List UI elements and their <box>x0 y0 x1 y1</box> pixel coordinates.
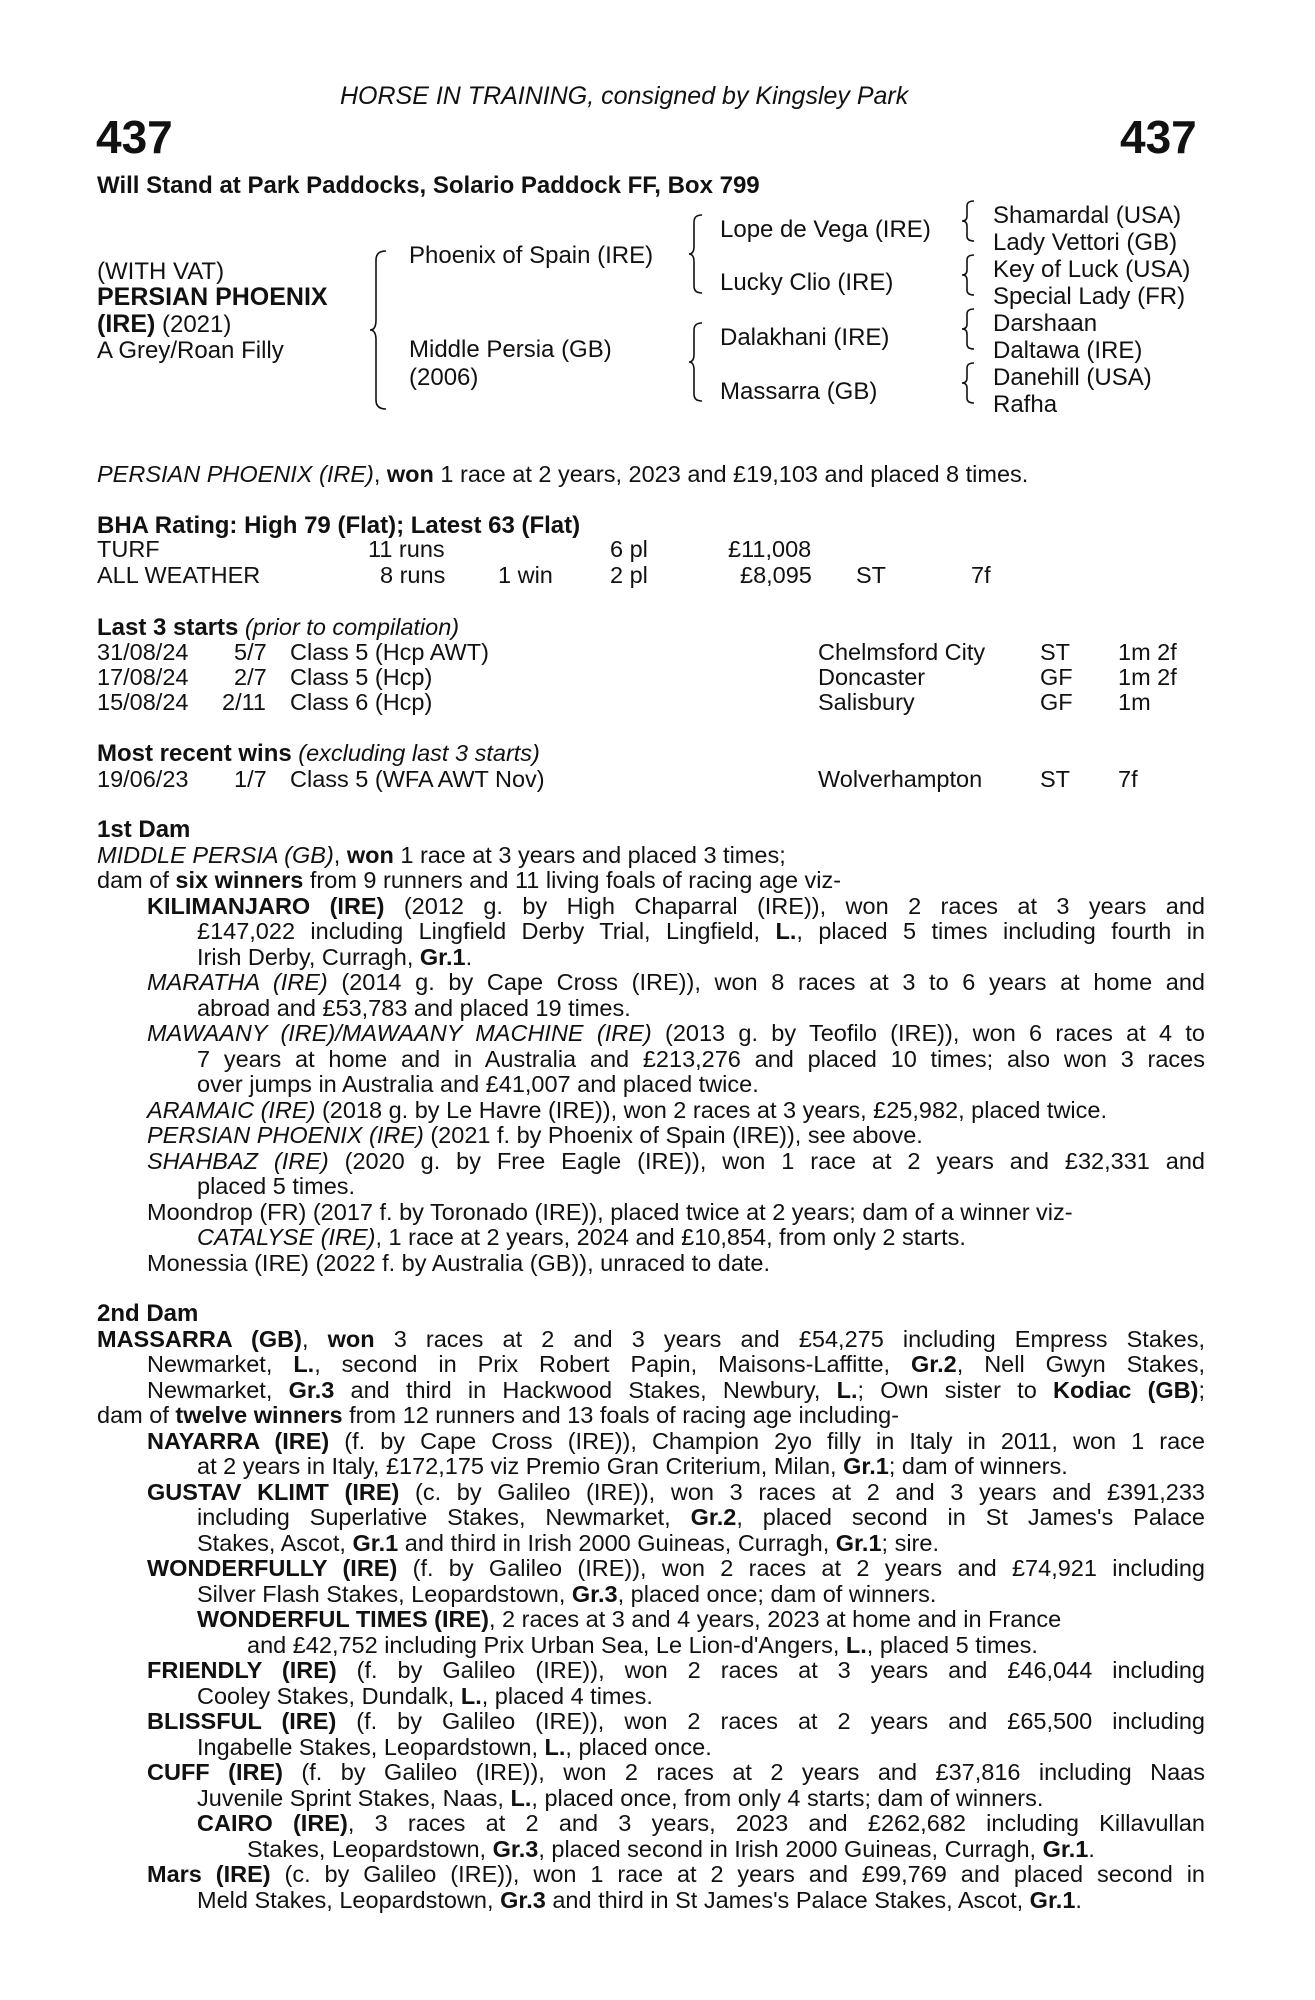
produce-cuff <box>97 1760 1205 1786</box>
produce-cuff-2 <box>97 1786 1205 1812</box>
text: Cooley Stakes, Dundalk, <box>197 1682 461 1709</box>
start-course: Chelmsford City <box>818 639 986 665</box>
bha-rating-heading: BHA Rating: High 79 (Flat); Latest 63 (Flat) <box>97 512 581 539</box>
text: . <box>465 943 473 970</box>
start-distance: 1m 2f <box>1118 664 1177 690</box>
second-dam-line2 <box>97 1352 1205 1378</box>
win-date: 19/06/23 <box>97 766 189 792</box>
text: from 12 runners and 13 foals of racing age including- <box>342 1402 900 1428</box>
text: Ingabelle Stakes, Leopardstown, <box>197 1733 545 1760</box>
pedigree-sss: Shamardal (USA) <box>993 202 1182 229</box>
won-word: won <box>327 1325 375 1352</box>
grade: Gr.3 <box>500 1886 546 1913</box>
produce-name: BLISSFUL (IRE) <box>147 1708 337 1734</box>
start-race: Class 5 (Hcp AWT) <box>290 639 489 665</box>
produce-mawaany-3: over jumps in Australia and £41,007 and placed twice. <box>197 1071 759 1097</box>
text: , 1 race at 2 years, 2024 and £10,854, from only 2 starts. <box>375 1224 966 1250</box>
produce-name: Mars (IRE) <box>147 1861 271 1887</box>
produce-name: FRIENDLY (IRE) <box>147 1657 337 1683</box>
produce-nayarra <box>97 1429 1205 1455</box>
produce-blissful-2 <box>97 1735 1205 1761</box>
win-course: Wolverhampton <box>818 766 983 792</box>
grade: L. <box>836 1376 858 1403</box>
produce-mawaany-2: 7 years at home and in Australia and £213,276 and placed 10 times; also won 3 races <box>197 1045 1205 1072</box>
start-going: GF <box>1040 689 1073 715</box>
pedigree-bracket-ds <box>962 308 978 350</box>
text: , placed second in Irish 2000 Guineas, Curragh, <box>538 1835 1043 1862</box>
produce-gustav-klimt-3 <box>97 1531 1205 1557</box>
grade: Gr.1 <box>1042 1835 1089 1862</box>
produce-name: PERSIAN PHOENIX (IRE) <box>147 1122 424 1148</box>
rating-turf-runs: 11 runs <box>368 536 445 562</box>
start-distance: 1m <box>1118 689 1151 715</box>
produce-wonderful-times <box>97 1607 1205 1633</box>
text: . <box>1075 1886 1082 1913</box>
text: dam of <box>97 1402 176 1428</box>
grade: Gr.1 <box>352 1529 399 1556</box>
text: , 2 races at 3 and 4 years, 2023 at home and in France <box>489 1606 1062 1632</box>
grade: Gr.2 <box>911 1351 957 1377</box>
start-date: 17/08/24 <box>97 664 189 690</box>
produce-name: NAYARRA (IRE) <box>147 1427 330 1454</box>
text: (f. by Galileo (IRE)), won 2 races at 2 years and £74,921 including <box>397 1555 1206 1581</box>
grade: Gr.3 <box>288 1376 335 1403</box>
text: from 9 runners and 11 living foals of racing age viz- <box>303 867 842 893</box>
page-header-title: HORSE IN TRAINING, consigned by Kingsley Park <box>340 82 909 110</box>
text: ; dam of winners. <box>888 1453 1068 1479</box>
text: Newmarket, <box>147 1351 294 1377</box>
start-position: 2/7 <box>234 664 267 690</box>
produce-blissful <box>97 1709 1205 1735</box>
second-dam-section <box>97 1301 1205 1913</box>
rating-aw-placed: 2 pl <box>610 562 648 588</box>
produce-name: ARAMAIC (IRE) <box>147 1096 316 1123</box>
recent-wins-heading-line <box>97 741 540 767</box>
produce-name: MARATHA (IRE) <box>147 969 328 995</box>
pedigree-bracket-sd <box>962 254 978 296</box>
pedigree-sds: Key of Luck (USA) <box>993 256 1191 283</box>
sibling-name: Kodiac (GB) <box>1053 1376 1199 1403</box>
text: , placed 5 times including fourth in <box>796 918 1205 944</box>
produce-catalyse <box>97 1225 1205 1251</box>
recent-wins-heading: Most recent wins <box>97 740 292 767</box>
pedigree-bracket-sire <box>690 214 710 294</box>
horse-description: A Grey/Roan Filly <box>97 337 284 364</box>
pedigree-sire-sire: Lope de Vega (IRE) <box>720 216 931 243</box>
produce-friendly-2 <box>97 1684 1205 1710</box>
win-position: 1/7 <box>234 766 267 792</box>
text: (2014 g. by Cape Cross (IRE)), won 8 races at 3 to 6 years at home and <box>327 969 1205 995</box>
first-dam-line: MIDDLE PERSIA (GB), won 1 race at 3 years and placed 3 times; <box>97 841 786 868</box>
produce-shahbaz <box>97 1149 1205 1175</box>
text: Juvenile Sprint Stakes, Naas, <box>197 1784 511 1811</box>
produce-name: CUFF (IRE) <box>147 1759 283 1785</box>
text: ; sire. <box>881 1529 939 1556</box>
produce-name: KILIMANJARO (IRE) <box>147 892 385 919</box>
produce-gustav-klimt-2 <box>97 1505 1205 1531</box>
grade: Gr.2 <box>690 1504 737 1530</box>
rating-turf-placed: 6 pl <box>610 536 648 562</box>
text: (2018 g. by Le Havre (IRE)), won 2 races at 3 years, £25,982, placed twice. <box>315 1096 1108 1123</box>
grade: Gr.1 <box>419 943 466 970</box>
text: , placed 5 times. <box>866 1631 1038 1658</box>
produce-aramaic <box>97 1098 1205 1124</box>
start-race: Class 6 (Hcp) <box>290 689 433 715</box>
lot-number-left: 437 <box>96 111 173 163</box>
text: Newmarket, <box>147 1376 289 1403</box>
winners-count: six winners <box>175 867 304 893</box>
text: and third in Hackwood Stakes, Newbury, <box>334 1376 837 1403</box>
produce-mars-2 <box>97 1888 1205 1914</box>
text: including Superlative Stakes, Newmarket, <box>197 1504 691 1530</box>
grade: L. <box>544 1733 566 1760</box>
win-race: Class 5 (WFA AWT Nov) <box>290 766 545 792</box>
produce-mars <box>97 1862 1205 1888</box>
pedigree-dam: Middle Persia (GB) <box>409 336 612 363</box>
produce-name: MAWAANY (IRE)/MAWAANY MACHINE (IRE) <box>147 1020 652 1046</box>
text: . <box>1088 1835 1095 1862</box>
produce-kilimanjaro <box>97 894 1205 920</box>
text: dam of <box>97 867 176 893</box>
text: (f. by Cape Cross (IRE)), Champion 2yo filly in Italy in 2011, won 1 race <box>329 1427 1206 1454</box>
pedigree-bracket-dam <box>690 322 710 402</box>
summary-horse-name: PERSIAN PHOENIX (IRE) <box>97 461 374 487</box>
produce-cairo <box>97 1811 1205 1837</box>
start-distance: 1m 2f <box>1118 639 1177 665</box>
produce-name: GUSTAV KLIMT (IRE) <box>147 1478 400 1505</box>
text: , placed once, from only 4 starts; dam of winners. <box>531 1784 1044 1811</box>
produce-name: CAIRO (IRE) <box>197 1810 348 1836</box>
horse-name: PERSIAN PHOENIX <box>97 283 328 311</box>
rating-aw-going: ST <box>856 562 887 588</box>
second-dam-heading: 2nd Dam <box>97 1300 199 1327</box>
produce-wonderfully <box>97 1556 1205 1582</box>
rating-turf-surface: TURF <box>97 536 160 562</box>
first-dam-section <box>97 817 1205 1276</box>
produce-cairo-2 <box>97 1837 1205 1863</box>
first-dam-produce-line <box>97 868 1205 894</box>
text: ; Own sister to <box>857 1376 1053 1403</box>
start-date: 31/08/24 <box>97 639 189 665</box>
text: , placed once. <box>565 1733 712 1760</box>
pedigree-sire-dam: Lucky Clio (IRE) <box>720 269 894 296</box>
text: and third in St James's Palace Stakes, Ascot, <box>545 1886 1030 1913</box>
grade: Gr.1 <box>835 1529 882 1556</box>
text: (f. by Galileo (IRE)), won 2 races at 3 years and £46,044 including <box>336 1657 1205 1683</box>
text: Irish Derby, Curragh, <box>197 943 420 970</box>
start-course: Doncaster <box>818 664 926 690</box>
produce-friendly <box>97 1658 1205 1684</box>
produce-shahbaz-2: placed 5 times. <box>197 1173 356 1199</box>
won-word: won <box>346 841 394 868</box>
start-position: 5/7 <box>234 639 267 665</box>
text: , placed second in St James's Palace <box>736 1504 1206 1530</box>
last-starts-note: (prior to compilation) <box>238 614 460 640</box>
text: , placed once; dam of winners. <box>617 1580 937 1607</box>
rating-aw-runs: 8 runs <box>380 562 446 588</box>
rating-aw-wins: 1 win <box>498 562 553 588</box>
win-distance: 7f <box>1118 766 1138 792</box>
text: Meld Stakes, Leopardstown, <box>197 1886 501 1913</box>
produce-persian-phoenix <box>97 1123 1205 1149</box>
produce-nayarra-2 <box>97 1454 1205 1480</box>
summary-rest: 1 race at 2 years, 2023 and £19,103 and placed 8 times. <box>433 461 1029 487</box>
pedigree-dsd: Daltawa (IRE) <box>993 337 1143 364</box>
race-summary: PERSIAN PHOENIX (IRE), won 1 race at 2 years, 2023 and £19,103 and placed 8 times. <box>97 461 1029 487</box>
second-dam-line1: MASSARRA (GB), won 3 races at 2 and 3 years and £54,275 including Empress Stakes, <box>97 1325 1206 1352</box>
summary-won: won <box>386 461 434 487</box>
pedigree-bracket-main <box>372 250 392 410</box>
text: (2021 f. by Phoenix of Spain (IRE)), see above. <box>423 1122 923 1148</box>
recent-wins-note: (excluding last 3 starts) <box>291 740 540 766</box>
text: (f. by Galileo (IRE)), won 2 races at 2 years and £37,816 including Naas <box>282 1759 1206 1785</box>
text: 3 races at 2 and 3 years and £54,275 including Empress Stakes, <box>374 1325 1206 1352</box>
grade: L. <box>845 1631 867 1658</box>
last-starts-heading-line <box>97 615 459 641</box>
produce-name: CATALYSE (IRE) <box>197 1224 376 1250</box>
vat-note: (WITH VAT) <box>97 258 225 285</box>
produce-mawaany <box>97 1021 1205 1047</box>
produce-wonderfully-2 <box>97 1582 1205 1608</box>
lot-number-right: 437 <box>1120 111 1197 163</box>
text: at 2 years in Italy, £172,175 viz Premio Gran Criterium, Milan, <box>197 1453 844 1479</box>
grade: L. <box>293 1351 315 1377</box>
start-course: Salisbury <box>818 689 915 715</box>
text: £147,022 including Lingfield Derby Trial, Lingfield, <box>197 918 776 944</box>
produce-name: WONDERFULLY (IRE) <box>147 1555 398 1581</box>
pedigree-sdd: Special Lady (FR) <box>993 283 1186 310</box>
start-date: 15/08/24 <box>97 689 189 715</box>
text: (c. by Galileo (IRE)), won 1 race at 2 years and £99,769 and placed second in <box>270 1861 1205 1887</box>
start-going: GF <box>1040 664 1073 690</box>
produce-moondrop: Moondrop (FR) (2017 f. by Toronado (IRE)), placed twice at 2 years; dam of a winner viz- <box>147 1198 1073 1225</box>
produce-maratha-2: abroad and £53,783 and placed 19 times. <box>197 994 631 1021</box>
text: , placed 4 times. <box>481 1682 653 1709</box>
text: (c. by Galileo (IRE)), won 3 races at 2 and 3 years and £391,233 <box>399 1478 1205 1505</box>
text: , second in Prix Robert Papin, Maisons-Laffitte, <box>314 1351 911 1377</box>
first-dam-heading: 1st Dam <box>97 816 191 843</box>
rating-aw-dist: 7f <box>971 562 991 588</box>
second-dam-line3 <box>97 1378 1205 1404</box>
horse-year: (2021) <box>155 311 232 338</box>
text: (2012 g. by High Chaparral (IRE)), won 2 races at 3 years and <box>384 892 1206 919</box>
text: , Nell Gwyn Stakes, <box>956 1351 1206 1377</box>
text: (f. by Galileo (IRE)), won 2 races at 2 years and £65,500 including <box>336 1708 1205 1734</box>
grade: Gr.3 <box>492 1835 539 1862</box>
second-dam-line4 <box>97 1403 1205 1429</box>
pedigree-bracket-ss <box>962 200 978 242</box>
win-going: ST <box>1040 766 1071 792</box>
grade: L. <box>775 918 797 944</box>
text: Stakes, Ascot, <box>197 1529 353 1556</box>
grade: Gr.1 <box>843 1453 889 1479</box>
produce-gustav-klimt <box>97 1480 1205 1506</box>
produce-name: SHAHBAZ (IRE) <box>147 1147 329 1174</box>
grade: Gr.1 <box>1029 1886 1076 1913</box>
grade: L. <box>510 1784 532 1811</box>
first-dam-record: 1 race at 3 years and placed 3 times; <box>393 841 786 868</box>
text: (2020 g. by Free Eagle (IRE)), won 1 race at 2 years and £32,331 and <box>328 1147 1205 1174</box>
text: Stakes, Leopardstown, <box>247 1835 493 1862</box>
rating-aw-surface: ALL WEATHER <box>97 562 261 588</box>
start-going: ST <box>1040 639 1071 665</box>
text: Silver Flash Stakes, Leopardstown, <box>197 1580 572 1607</box>
last-starts-heading: Last 3 starts <box>97 614 239 641</box>
second-dam-name: MASSARRA (GB) <box>97 1325 302 1352</box>
horse-country: (IRE) <box>97 310 156 338</box>
pedigree-dam-dam: Massarra (GB) <box>720 378 878 405</box>
produce-kilimanjaro-3 <box>97 945 1205 971</box>
text: and third in Irish 2000 Guineas, Curragh, <box>398 1529 836 1556</box>
pedigree-bracket-dd <box>962 362 978 404</box>
rating-aw-prize: £8,095 <box>740 562 812 588</box>
produce-monessia: Monessia (IRE) (2022 f. by Australia (GB)), unraced to date. <box>147 1249 771 1276</box>
produce-kilimanjaro-2 <box>97 919 1205 945</box>
pedigree-sire: Phoenix of Spain (IRE) <box>409 242 654 269</box>
first-dam-name: MIDDLE PERSIA (GB) <box>97 841 334 868</box>
produce-maratha <box>97 970 1205 996</box>
produce-name: WONDERFUL TIMES (IRE) <box>197 1606 489 1632</box>
text: , 3 races at 2 and 3 years, 2023 and £262,682 including Killavullan <box>347 1810 1205 1836</box>
pedigree-dam-sire: Dalakhani (IRE) <box>720 324 890 351</box>
pedigree-dds: Danehill (USA) <box>993 364 1152 391</box>
pedigree-dam-year: (2006) <box>409 364 479 391</box>
start-race: Class 5 (Hcp) <box>290 664 433 690</box>
pedigree-ssd: Lady Vettori (GB) <box>993 229 1178 256</box>
pedigree-dss: Darshaan <box>993 310 1098 337</box>
stand-location: Will Stand at Park Paddocks, Solario Paddock FF, Box 799 <box>97 172 760 199</box>
text: and £42,752 including Prix Urban Sea, Le Lion-d'Angers, <box>247 1631 846 1658</box>
text: ; <box>1198 1376 1205 1403</box>
grade: L. <box>460 1682 482 1709</box>
winners-count: twelve winners <box>175 1402 343 1428</box>
produce-wonderful-times-2 <box>97 1633 1205 1659</box>
text: (2013 g. by Teofilo (IRE)), won 6 races at 4 to <box>651 1020 1205 1046</box>
start-position: 2/11 <box>222 689 266 715</box>
pedigree-ddd: Rafha <box>993 391 1058 418</box>
rating-turf-prize: £11,008 <box>728 536 812 562</box>
grade: Gr.3 <box>571 1580 618 1607</box>
horse-suffix-year <box>97 310 231 339</box>
